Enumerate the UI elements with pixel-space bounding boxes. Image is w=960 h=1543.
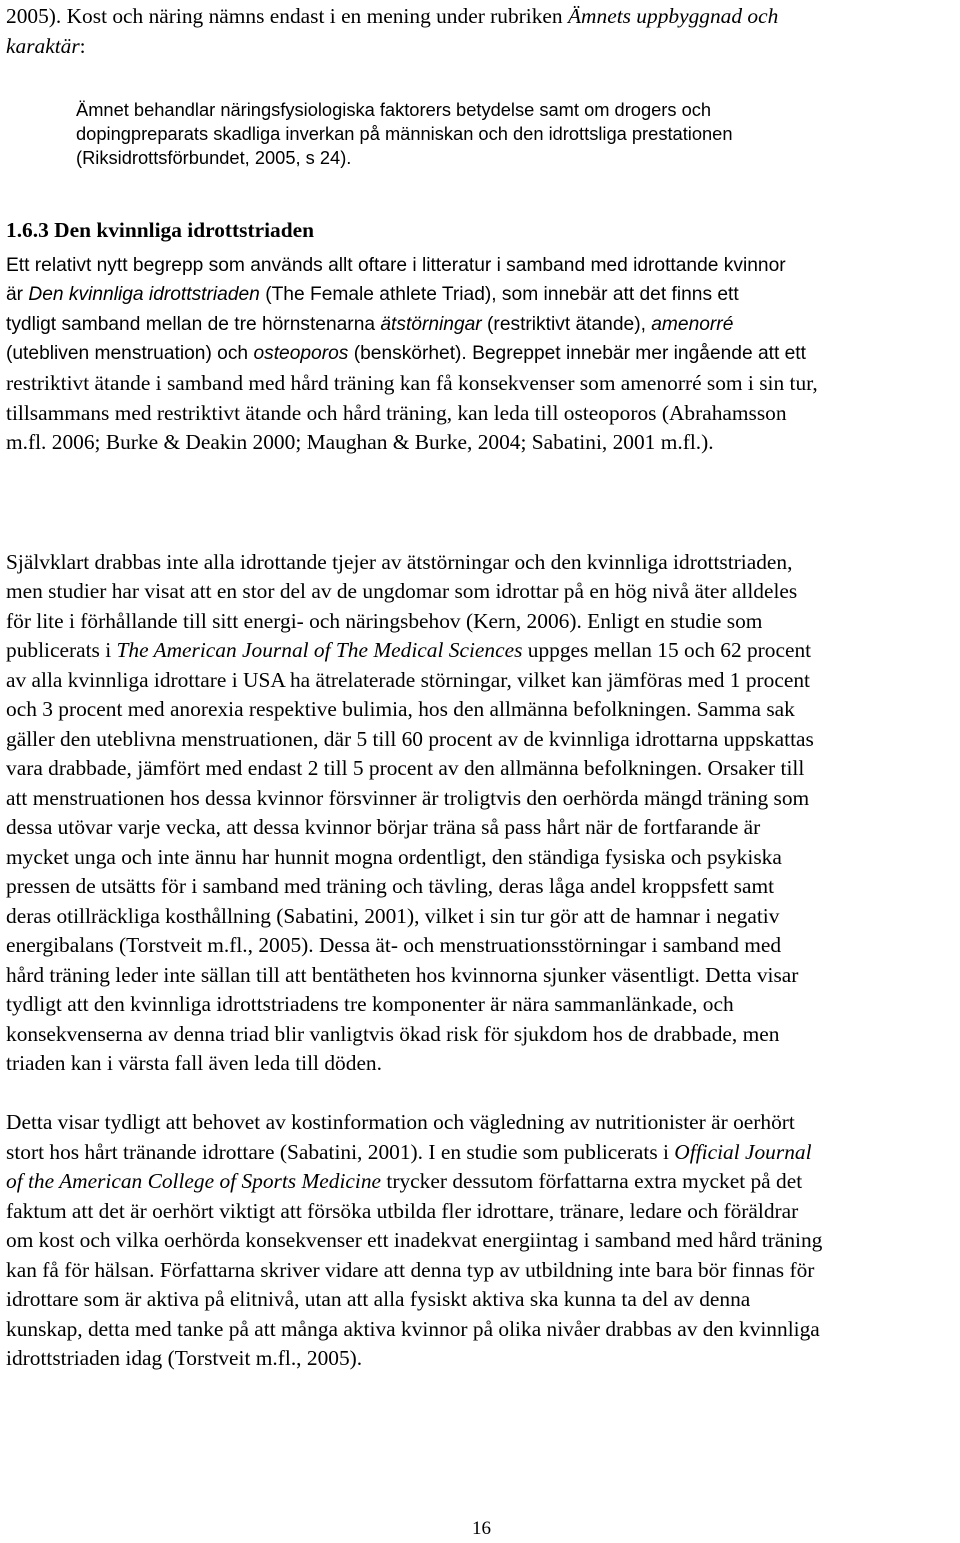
page-number: 16 [472, 1518, 491, 1539]
p1-line-2 [6, 281, 739, 309]
p2-line-4 [6, 636, 811, 664]
quote-line-1: Ämnet behandlar näringsfysiologiska faktorers betydelse samt om drogers och [76, 99, 712, 120]
p1-text: (benskörhet). Begreppet innebär mer ingående att ett [348, 343, 806, 364]
journal-title: Official Journal [674, 1140, 812, 1164]
p1-line-4 [6, 340, 806, 368]
p3-line-2 [6, 1138, 812, 1166]
p1-italic-term: Den kvinnliga idrottstriaden [28, 284, 260, 305]
p3-line-3 [6, 1167, 802, 1195]
p2-line-2: men studier har visat att en stor del av de ungdomar som idrottar på en hög nivå äter alldeles [6, 579, 798, 603]
p2-line-6: och 3 procent med anorexia respektive bulimia, hos den allmänna befolkningen. Samma sak [6, 697, 795, 721]
p2-line-7: gäller den uteblivna menstruationen, där 5 till 60 procent av de kvinnliga idrottarna uppskattas [6, 727, 814, 751]
intro-text: 2005). Kost och näring nämns endast i en mening under rubriken [6, 4, 568, 28]
p3-line-9: idrottstriaden idag (Torstveit m.fl., 2005). [6, 1346, 363, 1370]
p3-line-6: kan få för hälsan. Författarna skriver vidare att denna typ av utbildning inte bara bör finnas för [6, 1258, 815, 1282]
quote-line-2: dopingpreparats skadliga inverkan på människan och den idrottsliga prestationen [76, 123, 733, 144]
intro-line-1 [6, 2, 778, 30]
intro-colon: : [79, 34, 86, 58]
p3-text: trycker dessutom författarna extra mycket på det [381, 1169, 803, 1193]
p1-text: tydligt samband mellan de tre hörnstenarna [6, 314, 381, 335]
p3-text: stort hos hårt tränande idrottare (Sabatini, 2001). I en studie som publicerats i [6, 1140, 675, 1164]
p2-line-14: energibalans (Torstveit m.fl., 2005). Dessa ät- och menstruationsstörningar i samband med [6, 933, 782, 957]
p1-line-6: tillsammans med restriktivt ätande och hård träning, kan leda till osteoporos (Abrahamsson [6, 401, 787, 425]
p2-line-3: för lite i förhållande till sitt energi- och näringsbehov (Kern, 2006). Enligt en studie som [6, 609, 763, 633]
p2-line-9: att menstruationen hos dessa kvinnor försvinner är troligtvis den oerhörda mängd träning som [6, 786, 810, 810]
p1-italic-term: osteoporos [253, 343, 349, 364]
p2-line-8: vara drabbade, jämfört med endast 2 till 5 procent av den allmänna befolkningen. Orsaker till [6, 756, 805, 780]
p2-line-15: hård träning leder inte sällan till att bentätheten hos kvinnorna sjunker väsentligt. Detta visar [6, 963, 799, 987]
section-heading: 1.6.3 Den kvinnliga idrottstriaden [6, 218, 315, 242]
p2-line-18: triaden kan i värsta fall även leda till döden. [6, 1051, 382, 1075]
quote-line-3: (Riksidrottsförbundet, 2005, s 24). [76, 147, 352, 168]
p3-line-1: Detta visar tydligt att behovet av kostinformation och vägledning av nutritionister är oerhört [6, 1110, 795, 1134]
p3-line-8: kunskap, detta med tanke på att många aktiva kvinnor på olika nivåer drabbas av den kvinnliga [6, 1317, 820, 1341]
intro-line-2 [6, 32, 86, 60]
p2-line-17: konsekvenserna av denna triad blir vanligtvis ökad risk för sjukdom hos de drabbade, men [6, 1022, 780, 1046]
p2-text: uppges mellan 15 och 62 procent [522, 638, 812, 662]
journal-title: The American Journal of The Medical Sciences [116, 638, 523, 662]
p2-line-1: Självklart drabbas inte alla idrottande tjejer av ätstörningar och den kvinnliga idrottstriaden, [6, 550, 793, 574]
p3-line-5: om kost och vilka oerhörda konsekvenser ett inadekvat energiintag i samband med hård träning [6, 1228, 823, 1252]
p1-text: är [6, 284, 29, 305]
p2-line-13: deras otillräckliga kosthållning (Sabatini, 2001), vilket i sin tur gör att de hamnar i negativ [6, 904, 780, 928]
p3-line-4: faktum att det är oerhört viktigt att försöka utbilda fler idrottare, tränare, ledare och föräldrar [6, 1199, 799, 1223]
p1-line-3 [6, 311, 733, 339]
p1-text: (The Female athlete Triad), som innebär att det finns ett [259, 284, 739, 305]
p2-line-12: pressen de utsätts för i samband med träning och tävling, deras låga andel kroppsfett samt [6, 874, 775, 898]
p1-italic-term: amenorré [651, 314, 734, 335]
p1-text: (restriktivt ätande), [481, 314, 652, 335]
p2-text: publicerats i [6, 638, 117, 662]
p1-italic-term: ätstörningar [380, 314, 482, 335]
p1-line-7: m.fl. 2006; Burke & Deakin 2000; Maughan & Burke, 2004; Sabatini, 2001 m.fl.). [6, 430, 714, 454]
p1-line-1: Ett relativt nytt begrepp som används allt oftare i litteratur i samband med idrottande kvinnor [6, 255, 786, 276]
p2-line-16: tydligt att den kvinnliga idrottstriadens tre komponenter är nära sammanlänkade, och [6, 992, 734, 1016]
p1-line-5: restriktivt ätande i samband med hård träning kan få konsekvenser som amenorré som i sin tur, [6, 371, 818, 395]
p2-line-10: dessa utövar varje vecka, att dessa kvinnor börjar träna så pass hårt när de fortfarande är [6, 815, 761, 839]
p3-line-7: idrottare som är aktiva på elitnivå, utan att alla fysiskt aktiva ska kunna ta del av denna [6, 1287, 751, 1311]
journal-title: of the American College of Sports Medicine [6, 1169, 382, 1193]
p2-line-5: av alla kvinnliga idrottare i USA ha ätrelaterade störningar, vilket kan jämföras med 1 procent [6, 668, 810, 692]
intro-italic-heading-cont: karaktär [6, 34, 80, 58]
intro-italic-heading: Ämnets uppbyggnad och [567, 4, 779, 28]
p1-text: (utebliven menstruation) och [6, 343, 254, 364]
p2-line-11: mycket unga och inte ännu har hunnit mogna ordentligt, den ständiga fysiska och psykiska [6, 845, 782, 869]
